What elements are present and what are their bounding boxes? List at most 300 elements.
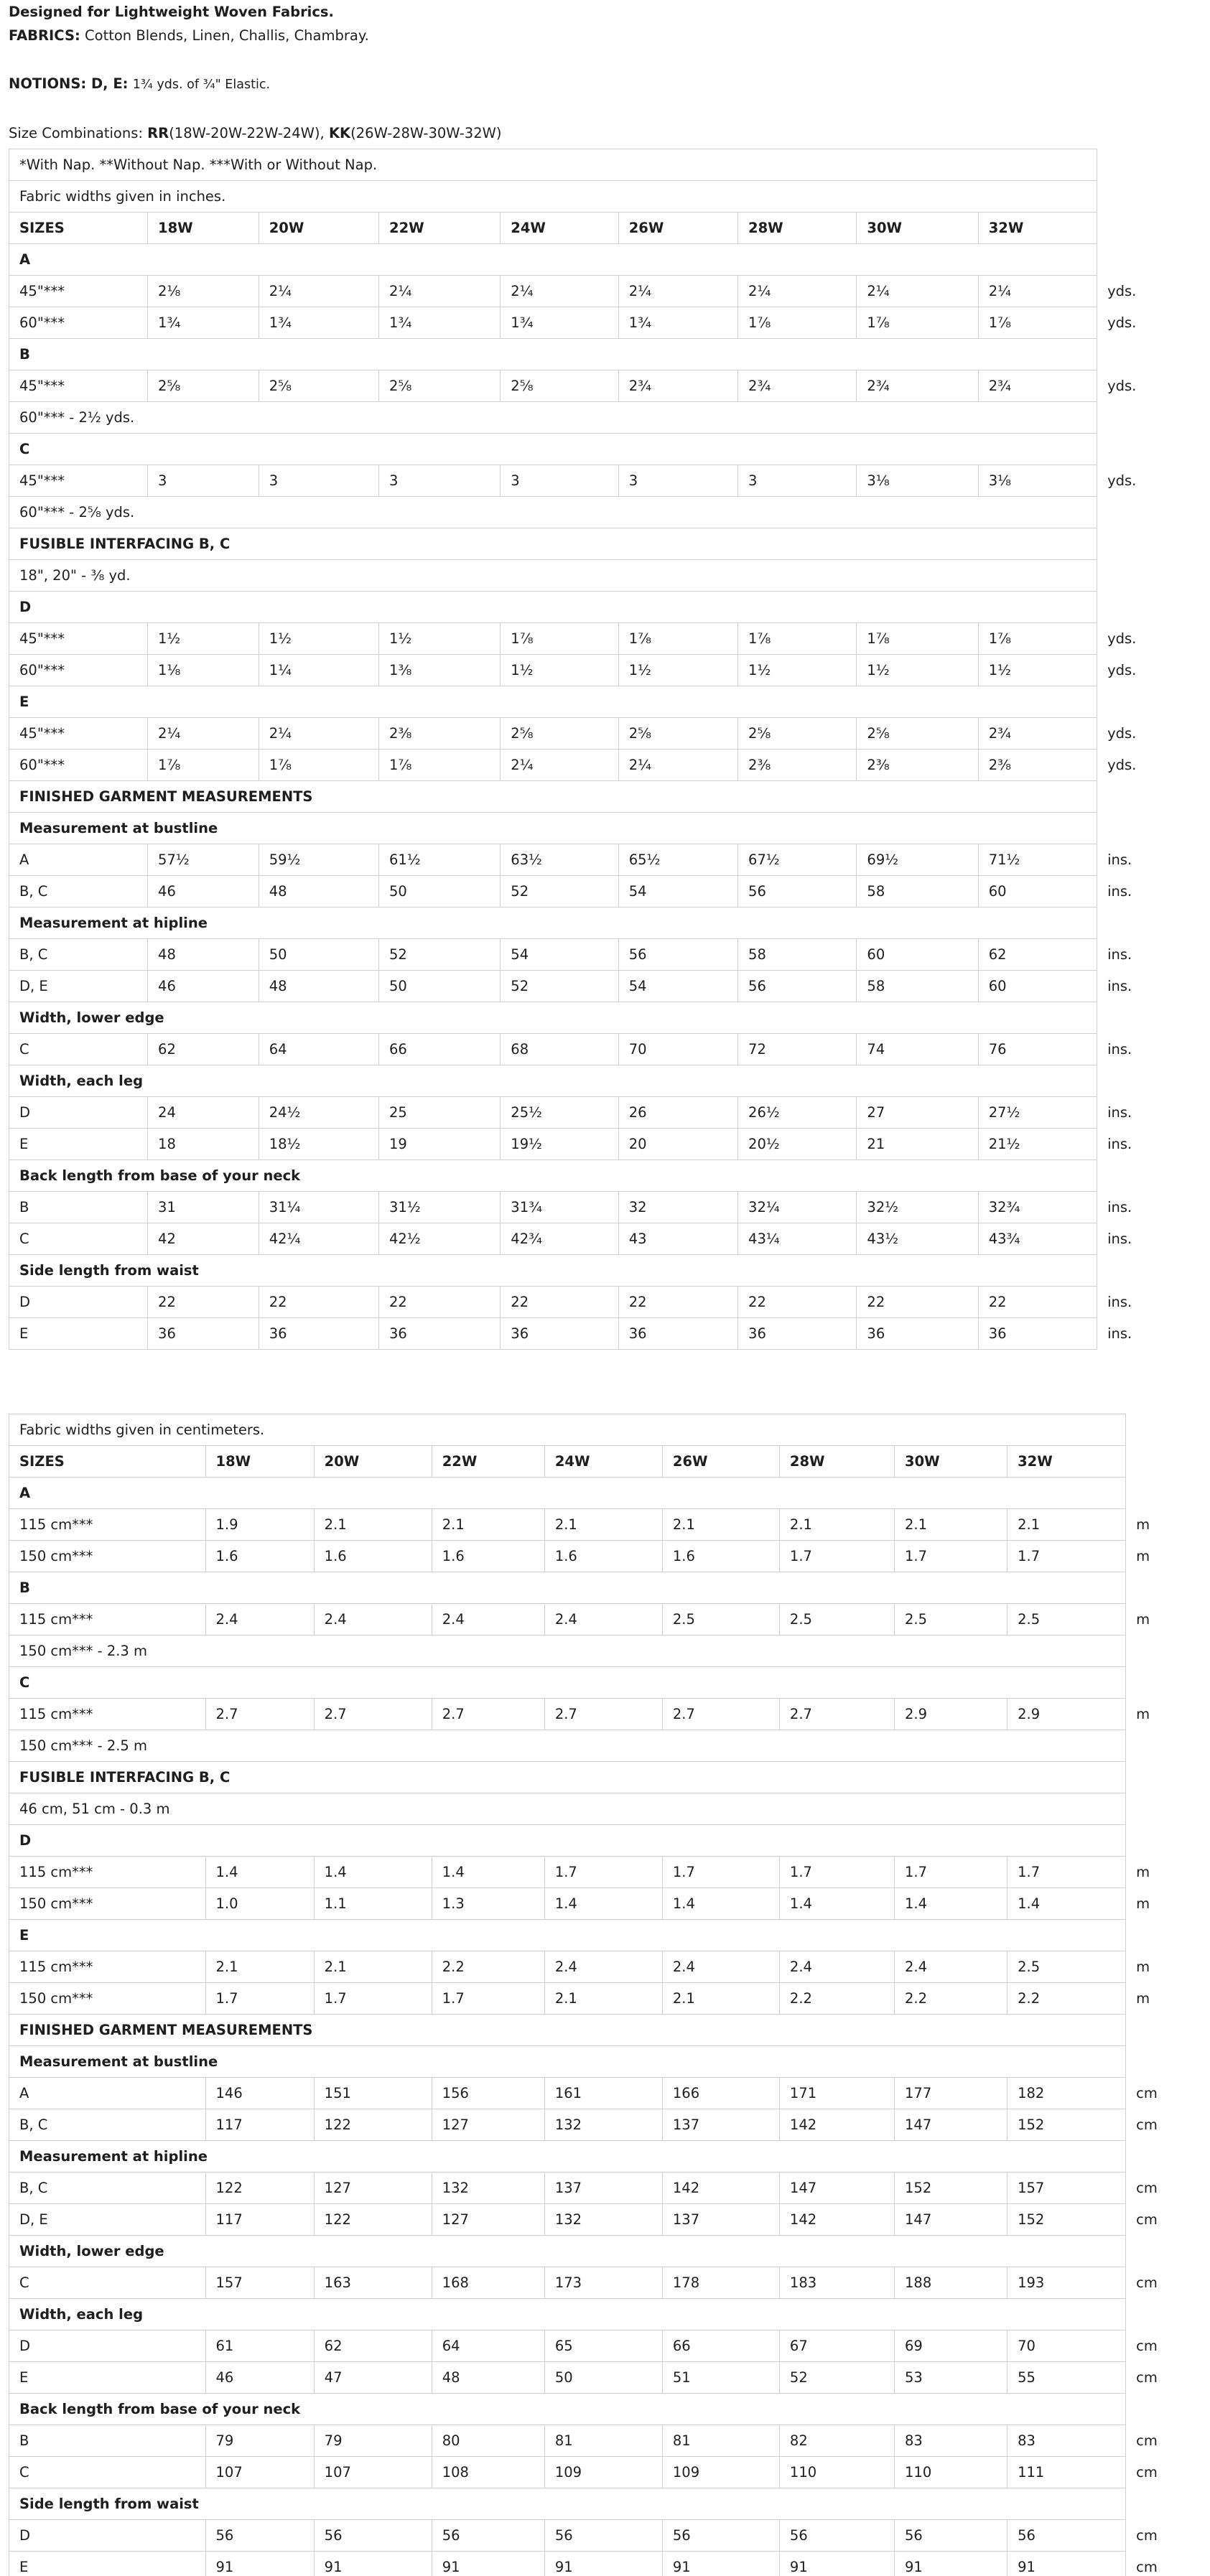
unit-cell: ins. xyxy=(1097,844,1210,876)
value-cell: 24 xyxy=(148,1097,259,1129)
note-cell: 150 cm*** - 2.3 m xyxy=(9,1635,1126,1667)
value-cell: 22 xyxy=(379,1287,501,1318)
value-cell: 2.4 xyxy=(314,1604,432,1635)
unit-cell: yds. xyxy=(1097,718,1210,750)
table-row xyxy=(9,465,1210,497)
unit-cell xyxy=(1126,2015,1210,2046)
table-row xyxy=(9,2109,1210,2141)
value-cell: 1.0 xyxy=(205,1888,314,1920)
table-row xyxy=(9,2425,1210,2457)
value-cell: 147 xyxy=(895,2204,1007,2236)
value-cell: 74 xyxy=(857,1034,978,1065)
value-cell: 52 xyxy=(379,939,501,971)
unit-cell: m xyxy=(1126,1699,1210,1730)
value-cell: 3 xyxy=(738,465,857,497)
value-cell: 79 xyxy=(205,2425,314,2457)
row-label: B xyxy=(9,1192,148,1223)
value-cell: 122 xyxy=(314,2109,432,2141)
unit-cell: cm xyxy=(1126,2330,1210,2362)
value-cell: 2¹⁄₄ xyxy=(978,276,1097,307)
unit-cell xyxy=(1097,434,1210,465)
unit-cell: ins. xyxy=(1097,876,1210,907)
value-cell: 147 xyxy=(779,2173,894,2204)
value-cell: 91 xyxy=(432,2552,544,2576)
section-row xyxy=(9,686,1210,718)
table-row xyxy=(9,2173,1210,2204)
unit-cell xyxy=(1126,1446,1210,1478)
value-cell: 1⁷⁄₈ xyxy=(259,750,378,781)
value-cell: 50 xyxy=(544,2362,662,2394)
value-cell: 147 xyxy=(895,2109,1007,2141)
table-row xyxy=(9,2078,1210,2109)
value-cell: 67¹⁄₂ xyxy=(738,844,857,876)
note-row xyxy=(9,497,1210,528)
value-cell: 111 xyxy=(1007,2457,1126,2488)
table-row xyxy=(9,2362,1210,2394)
value-cell: 57¹⁄₂ xyxy=(148,844,259,876)
unit-cell: m xyxy=(1126,1951,1210,1983)
value-cell: 3 xyxy=(501,465,618,497)
size-header-cell: 32W xyxy=(1007,1446,1126,1478)
value-cell: 2.4 xyxy=(779,1951,894,1983)
unit-cell: ins. xyxy=(1097,1287,1210,1318)
value-cell: 27 xyxy=(857,1097,978,1129)
value-cell: 31¹⁄₄ xyxy=(259,1192,378,1223)
row-label: D xyxy=(9,1287,148,1318)
value-cell: 1¹⁄₂ xyxy=(618,655,737,686)
section-row xyxy=(9,2488,1210,2520)
value-cell: 1³⁄₈ xyxy=(379,655,501,686)
unit-cell xyxy=(1126,1414,1210,1446)
value-cell: 1.6 xyxy=(662,1541,779,1572)
value-cell: 18¹⁄₂ xyxy=(259,1129,378,1160)
value-cell: 107 xyxy=(205,2457,314,2488)
value-cell: 25¹⁄₂ xyxy=(501,1097,618,1129)
value-cell: 2.4 xyxy=(544,1951,662,1983)
row-label: 150 cm*** xyxy=(9,1888,206,1920)
unit-cell: ins. xyxy=(1097,1192,1210,1223)
value-cell: 2⁵⁄₈ xyxy=(618,718,737,750)
value-cell: 43 xyxy=(618,1223,737,1255)
value-cell: 2.5 xyxy=(895,1604,1007,1635)
value-cell: 25 xyxy=(379,1097,501,1129)
note-row xyxy=(9,1730,1210,1762)
value-cell: 22 xyxy=(738,1287,857,1318)
value-cell: 151 xyxy=(314,2078,432,2109)
value-cell: 31¹⁄₂ xyxy=(379,1192,501,1223)
value-cell: 2¹⁄₄ xyxy=(259,718,378,750)
value-cell: 55 xyxy=(1007,2362,1126,2394)
fabrics-line xyxy=(9,24,1201,47)
combo-code-rr: RR xyxy=(147,125,169,141)
unit-cell xyxy=(1126,1762,1210,1793)
value-cell: 1³⁄₄ xyxy=(148,307,259,339)
value-cell: 183 xyxy=(779,2267,894,2299)
value-cell: 177 xyxy=(895,2078,1007,2109)
section-row xyxy=(9,1160,1210,1192)
value-cell: 142 xyxy=(779,2204,894,2236)
value-cell: 60 xyxy=(857,939,978,971)
value-cell: 1.4 xyxy=(205,1857,314,1888)
value-cell: 2⁵⁄₈ xyxy=(501,370,618,402)
value-cell: 182 xyxy=(1007,2078,1126,2109)
table-row xyxy=(9,1699,1210,1730)
row-label: 115 cm*** xyxy=(9,1857,206,1888)
unit-cell: m xyxy=(1126,1604,1210,1635)
section-heading: Back length from base of your neck xyxy=(9,2394,1126,2425)
value-cell: 91 xyxy=(1007,2552,1126,2576)
value-cell: 1⁷⁄₈ xyxy=(148,750,259,781)
unit-cell xyxy=(1126,2488,1210,2520)
value-cell: 171 xyxy=(779,2078,894,2109)
value-cell: 122 xyxy=(314,2204,432,2236)
value-cell: 36 xyxy=(148,1318,259,1350)
section-heading: C xyxy=(9,434,1097,465)
section-heading: E xyxy=(9,686,1097,718)
value-cell: 80 xyxy=(432,2425,544,2457)
value-cell: 109 xyxy=(662,2457,779,2488)
value-cell: 32¹⁄₂ xyxy=(857,1192,978,1223)
note-row xyxy=(9,1793,1210,1825)
value-cell: 36 xyxy=(259,1318,378,1350)
value-cell: 2.4 xyxy=(895,1951,1007,1983)
value-cell: 1⁷⁄₈ xyxy=(857,307,978,339)
value-cell: 1.7 xyxy=(544,1857,662,1888)
row-label: B, C xyxy=(9,939,148,971)
value-cell: 168 xyxy=(432,2267,544,2299)
value-cell: 59¹⁄₂ xyxy=(259,844,378,876)
value-cell: 20 xyxy=(618,1129,737,1160)
value-cell: 156 xyxy=(432,2078,544,2109)
row-label: 45"*** xyxy=(9,370,148,402)
value-cell: 31 xyxy=(148,1192,259,1223)
section-row xyxy=(9,1825,1210,1857)
value-cell: 67 xyxy=(779,2330,894,2362)
value-cell: 1.7 xyxy=(662,1857,779,1888)
note-row xyxy=(9,560,1210,592)
value-cell: 132 xyxy=(544,2204,662,2236)
unit-cell xyxy=(1097,213,1210,244)
note-row xyxy=(9,1414,1210,1446)
size-header-cell: 24W xyxy=(544,1446,662,1478)
value-cell: 2¹⁄₄ xyxy=(857,276,978,307)
unit-cell xyxy=(1097,813,1210,844)
value-cell: 56 xyxy=(738,876,857,907)
table-row xyxy=(9,307,1210,339)
value-cell: 2¹⁄₄ xyxy=(379,276,501,307)
unit-cell xyxy=(1126,2141,1210,2173)
value-cell: 46 xyxy=(205,2362,314,2394)
value-cell: 2.7 xyxy=(205,1699,314,1730)
unit-cell xyxy=(1126,1635,1210,1667)
unit-cell xyxy=(1097,560,1210,592)
value-cell: 2.2 xyxy=(779,1983,894,2015)
value-cell: 2.1 xyxy=(544,1509,662,1541)
table-row xyxy=(9,1541,1210,1572)
row-label: D xyxy=(9,1097,148,1129)
value-cell: 2.4 xyxy=(544,1604,662,1635)
unit-cell xyxy=(1126,2394,1210,2425)
value-cell: 61 xyxy=(205,2330,314,2362)
value-cell: 2³⁄₄ xyxy=(978,718,1097,750)
value-cell: 107 xyxy=(314,2457,432,2488)
value-cell: 81 xyxy=(544,2425,662,2457)
table-row xyxy=(9,718,1210,750)
table-row xyxy=(9,971,1210,1002)
value-cell: 56 xyxy=(779,2520,894,2552)
value-cell: 1¹⁄₂ xyxy=(857,655,978,686)
value-cell: 1¹⁄₂ xyxy=(259,623,378,655)
value-cell: 1.4 xyxy=(432,1857,544,1888)
value-cell: 2¹⁄₄ xyxy=(259,276,378,307)
sizes-header-row xyxy=(9,1446,1210,1478)
table-row xyxy=(9,2520,1210,2552)
value-cell: 2³⁄₄ xyxy=(857,370,978,402)
size-combinations-label: Size Combinations: xyxy=(9,125,143,141)
value-cell: 132 xyxy=(432,2173,544,2204)
value-cell: 2.1 xyxy=(314,1509,432,1541)
value-cell: 53 xyxy=(895,2362,1007,2394)
value-cell: 1.7 xyxy=(779,1541,894,1572)
value-cell: 2.1 xyxy=(205,1951,314,1983)
value-cell: 43³⁄₄ xyxy=(978,1223,1097,1255)
row-label: D xyxy=(9,2330,206,2362)
fabrics-text: Cotton Blends, Linen, Challis, Chambray. xyxy=(85,27,369,44)
value-cell: 137 xyxy=(662,2109,779,2141)
size-header-cell: 22W xyxy=(379,213,501,244)
note-cell: 150 cm*** - 2.5 m xyxy=(9,1730,1126,1762)
unit-cell: ins. xyxy=(1097,1129,1210,1160)
value-cell: 188 xyxy=(895,2267,1007,2299)
value-cell: 62 xyxy=(148,1034,259,1065)
value-cell: 42³⁄₄ xyxy=(501,1223,618,1255)
value-cell: 2³⁄₈ xyxy=(738,750,857,781)
row-label: 45"*** xyxy=(9,276,148,307)
value-cell: 56 xyxy=(544,2520,662,2552)
section-row xyxy=(9,2141,1210,2173)
value-cell: 1.1 xyxy=(314,1888,432,1920)
value-cell: 43¹⁄₄ xyxy=(738,1223,857,1255)
section-row xyxy=(9,2015,1210,2046)
value-cell: 2.1 xyxy=(432,1509,544,1541)
value-cell: 3 xyxy=(259,465,378,497)
value-cell: 1.4 xyxy=(544,1888,662,1920)
size-header-cell: 26W xyxy=(662,1446,779,1478)
note-cell: Fabric widths given in inches. xyxy=(9,181,1097,213)
value-cell: 24¹⁄₂ xyxy=(259,1097,378,1129)
unit-cell: yds. xyxy=(1097,465,1210,497)
value-cell: 36 xyxy=(978,1318,1097,1350)
section-heading: C xyxy=(9,1667,1126,1699)
size-combinations-line xyxy=(9,121,1201,145)
value-cell: 81 xyxy=(662,2425,779,2457)
value-cell: 3 xyxy=(148,465,259,497)
row-label: C xyxy=(9,2457,206,2488)
value-cell: 1.9 xyxy=(205,1509,314,1541)
value-cell: 2¹⁄₄ xyxy=(618,750,737,781)
value-cell: 1.4 xyxy=(314,1857,432,1888)
section-heading: Measurement at hipline xyxy=(9,2141,1126,2173)
table-row xyxy=(9,1318,1210,1350)
value-cell: 70 xyxy=(618,1034,737,1065)
value-cell: 161 xyxy=(544,2078,662,2109)
value-cell: 2.5 xyxy=(779,1604,894,1635)
value-cell: 62 xyxy=(314,2330,432,2362)
note-row xyxy=(9,181,1210,213)
value-cell: 1⁷⁄₈ xyxy=(618,623,737,655)
value-cell: 2.1 xyxy=(314,1951,432,1983)
table-row xyxy=(9,939,1210,971)
section-row xyxy=(9,1572,1210,1604)
value-cell: 56 xyxy=(314,2520,432,2552)
value-cell: 36 xyxy=(618,1318,737,1350)
value-cell: 127 xyxy=(314,2173,432,2204)
row-label: A xyxy=(9,844,148,876)
value-cell: 60 xyxy=(978,876,1097,907)
unit-cell: m xyxy=(1126,1983,1210,2015)
value-cell: 66 xyxy=(662,2330,779,2362)
unit-cell: ins. xyxy=(1097,939,1210,971)
section-row xyxy=(9,528,1210,560)
section-heading: D xyxy=(9,1825,1126,1857)
section-heading: FINISHED GARMENT MEASUREMENTS xyxy=(9,781,1097,813)
value-cell: 2⁵⁄₈ xyxy=(148,370,259,402)
value-cell: 42¹⁄₄ xyxy=(259,1223,378,1255)
value-cell: 2.5 xyxy=(1007,1604,1126,1635)
unit-cell: ins. xyxy=(1097,1097,1210,1129)
value-cell: 54 xyxy=(618,876,737,907)
value-cell: 31³⁄₄ xyxy=(501,1192,618,1223)
value-cell: 2⁵⁄₈ xyxy=(501,718,618,750)
unit-cell xyxy=(1126,1572,1210,1604)
value-cell: 58 xyxy=(738,939,857,971)
unit-cell xyxy=(1097,1255,1210,1287)
value-cell: 1.7 xyxy=(1007,1541,1126,1572)
value-cell: 2.7 xyxy=(662,1699,779,1730)
value-cell: 2.2 xyxy=(432,1951,544,1983)
table-row xyxy=(9,276,1210,307)
value-cell: 1¹⁄₈ xyxy=(148,655,259,686)
row-label: 60"*** xyxy=(9,307,148,339)
value-cell: 2³⁄₄ xyxy=(618,370,737,402)
value-cell: 52 xyxy=(501,876,618,907)
row-label: 115 cm*** xyxy=(9,1509,206,1541)
value-cell: 63¹⁄₂ xyxy=(501,844,618,876)
section-heading: A xyxy=(9,1478,1126,1509)
value-cell: 1.6 xyxy=(205,1541,314,1572)
value-cell: 142 xyxy=(779,2109,894,2141)
section-heading: A xyxy=(9,244,1097,276)
unit-cell: ins. xyxy=(1097,971,1210,1002)
value-cell: 1.3 xyxy=(432,1888,544,1920)
combo-code-kk: KK xyxy=(328,125,351,141)
row-label: 45"*** xyxy=(9,623,148,655)
value-cell: 47 xyxy=(314,2362,432,2394)
value-cell: 91 xyxy=(779,2552,894,2576)
value-cell: 42 xyxy=(148,1223,259,1255)
unit-cell: yds. xyxy=(1097,276,1210,307)
value-cell: 91 xyxy=(662,2552,779,2576)
section-heading: Side length from waist xyxy=(9,2488,1126,2520)
section-row xyxy=(9,1920,1210,1951)
value-cell: 91 xyxy=(205,2552,314,2576)
value-cell: 2¹⁄₄ xyxy=(148,718,259,750)
value-cell: 2¹⁄₄ xyxy=(618,276,737,307)
size-header-cell: 30W xyxy=(857,213,978,244)
value-cell: 2⁵⁄₈ xyxy=(857,718,978,750)
unit-cell xyxy=(1126,1478,1210,1509)
value-cell: 152 xyxy=(1007,2204,1126,2236)
size-header-cell: 20W xyxy=(259,213,378,244)
size-header-cell: 24W xyxy=(501,213,618,244)
section-row xyxy=(9,907,1210,939)
value-cell: 1⁷⁄₈ xyxy=(738,307,857,339)
size-header-cell: 20W xyxy=(314,1446,432,1478)
value-cell: 50 xyxy=(259,939,378,971)
value-cell: 51 xyxy=(662,2362,779,2394)
table-row xyxy=(9,1888,1210,1920)
size-header-cell: 28W xyxy=(738,213,857,244)
value-cell: 178 xyxy=(662,2267,779,2299)
value-cell: 54 xyxy=(618,971,737,1002)
row-label: 115 cm*** xyxy=(9,1699,206,1730)
value-cell: 2.7 xyxy=(314,1699,432,1730)
value-cell: 56 xyxy=(1007,2520,1126,2552)
unit-cell: yds. xyxy=(1097,370,1210,402)
value-cell: 137 xyxy=(544,2173,662,2204)
yardage-table-metric xyxy=(9,1414,1210,2576)
value-cell: 22 xyxy=(501,1287,618,1318)
value-cell: 19¹⁄₂ xyxy=(501,1129,618,1160)
section-heading: B xyxy=(9,339,1097,370)
value-cell: 1⁷⁄₈ xyxy=(857,623,978,655)
unit-cell xyxy=(1097,1002,1210,1034)
value-cell: 2⁵⁄₈ xyxy=(738,718,857,750)
section-heading: Width, lower edge xyxy=(9,2236,1126,2267)
size-header-cell: 18W xyxy=(205,1446,314,1478)
note-cell: 46 cm, 51 cm - 0.3 m xyxy=(9,1793,1126,1825)
unit-cell xyxy=(1097,149,1210,181)
value-cell: 48 xyxy=(432,2362,544,2394)
combo-sizes-kk: (26W-28W-30W-32W) xyxy=(350,125,502,141)
unit-cell: cm xyxy=(1126,2267,1210,2299)
size-header-cell: 22W xyxy=(432,1446,544,1478)
unit-cell: cm xyxy=(1126,2520,1210,2552)
unit-cell: yds. xyxy=(1097,655,1210,686)
unit-cell xyxy=(1126,1730,1210,1762)
value-cell: 36 xyxy=(738,1318,857,1350)
value-cell: 157 xyxy=(1007,2173,1126,2204)
value-cell: 1.6 xyxy=(432,1541,544,1572)
unit-cell xyxy=(1097,1160,1210,1192)
row-label: D xyxy=(9,2520,206,2552)
value-cell: 2⁵⁄₈ xyxy=(259,370,378,402)
notions-line xyxy=(9,72,1201,97)
row-label: 115 cm*** xyxy=(9,1604,206,1635)
row-label: 115 cm*** xyxy=(9,1951,206,1983)
value-cell: 173 xyxy=(544,2267,662,2299)
value-cell: 127 xyxy=(432,2204,544,2236)
section-heading: Width, each leg xyxy=(9,1065,1097,1097)
value-cell: 1¹⁄₂ xyxy=(379,623,501,655)
value-cell: 83 xyxy=(1007,2425,1126,2457)
value-cell: 1³⁄₄ xyxy=(379,307,501,339)
value-cell: 22 xyxy=(857,1287,978,1318)
section-row xyxy=(9,1002,1210,1034)
value-cell: 56 xyxy=(618,939,737,971)
unit-cell xyxy=(1097,244,1210,276)
section-row xyxy=(9,434,1210,465)
